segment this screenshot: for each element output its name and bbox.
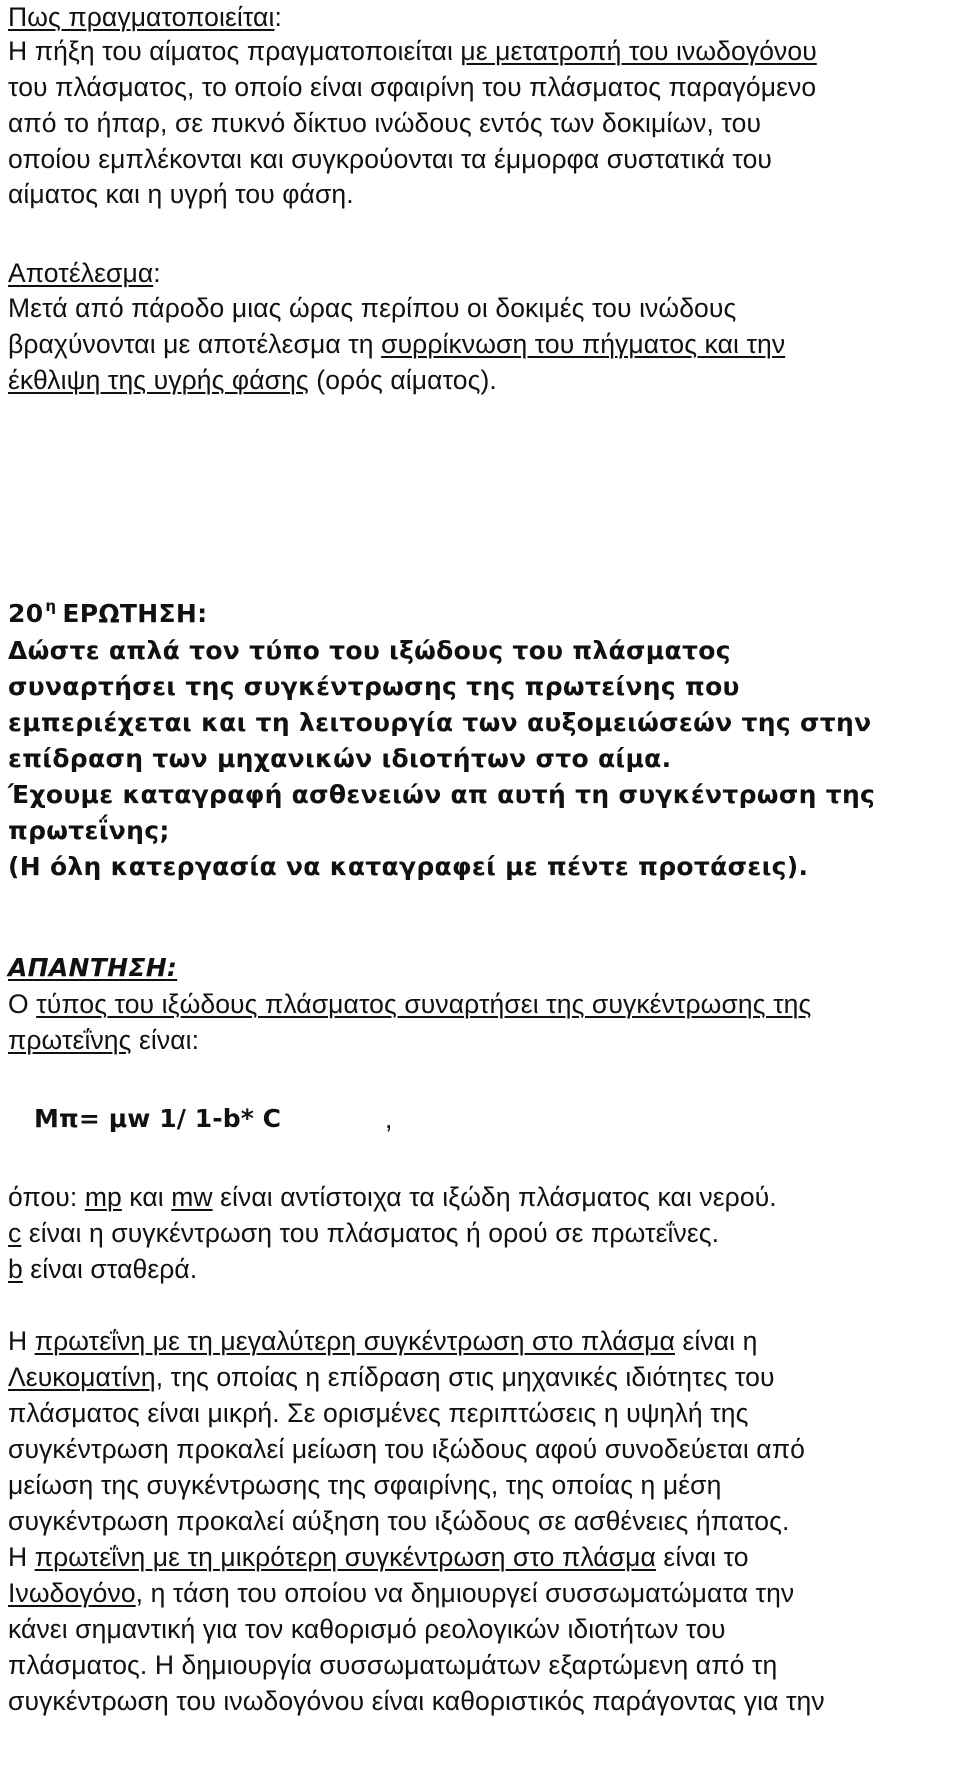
- answer-line: μείωση της συγκέντρωσης της σφαιρίνης, της οποίας η μέση: [8, 1470, 722, 1500]
- where-line: όπου: mp και mw είναι αντίστοιχα τα ιξώδη πλάσματος και νερού.: [8, 1182, 777, 1212]
- paragraph-line: του πλάσματος, το οποίο είναι σφαιρίνη του πλάσματος παραγόμενο: [8, 72, 817, 102]
- section-heading-how: Πως πραγματοποιείται:: [8, 2, 282, 32]
- paragraph-line: έκθλιψη της υγρής φάσης (ορός αίματος).: [8, 365, 497, 395]
- variable-mw: mw: [171, 1182, 213, 1212]
- question-line: εμπεριέχεται και τη λειτουργία των αυξομειώσεών της στην: [8, 708, 872, 737]
- answer-line: πλάσματος είναι μικρή. Σε ορισμένες περιπτώσεις η υψηλή της: [8, 1398, 749, 1428]
- question-heading: [8, 597, 207, 634]
- underlined-phrase: πρωτεΐνης: [8, 1025, 132, 1055]
- underlined-phrase: πρωτεΐνη με τη μεγαλύτερη συγκέντρωση στο πλάσμα: [34, 1326, 675, 1356]
- answer-line: Ινωδογόνο, η τάση του οποίου να δημιουργεί συσσωματώματα την: [8, 1578, 795, 1608]
- formula-comma: ,: [385, 1104, 393, 1134]
- variable-b: b: [8, 1254, 23, 1284]
- answer-line: Η πρωτεΐνη με τη μικρότερη συγκέντρωση στο πλάσμα είναι το: [8, 1542, 749, 1572]
- answer-line: Λευκοματίνη, της οποίας η επίδραση στις μηχανικές ιδιότητες του: [8, 1362, 775, 1392]
- answer-line: Ο τύπος του ιξώδους πλάσματος συναρτήσει της συγκέντρωσης της: [8, 989, 812, 1019]
- answer-line: πλάσματος. Η δημιουργία συσσωματωμάτων εξαρτώμενη από τη: [8, 1650, 778, 1680]
- paragraph-line: βραχύνονται με αποτέλεσμα τη συρρίκνωση του πήγματος και την: [8, 329, 786, 359]
- ordinal-superscript: η: [45, 597, 57, 615]
- section-heading-result: Αποτέλεσμα:: [8, 258, 161, 288]
- question-line: επίδραση των μηχανικών ιδιοτήτων στο αίμα.: [8, 744, 672, 773]
- heading-text: Πως πραγματοποιείται: [8, 2, 275, 32]
- paragraph-line: Μετά από πάροδο μιας ώρας περίπου οι δοκιμές του ινώδους: [8, 293, 737, 323]
- viscosity-formula: Μπ= μw 1/ 1-b* C: [34, 1104, 282, 1133]
- answer-heading: ΑΠΑΝΤΗΣΗ:: [8, 953, 178, 982]
- question-line: Δώστε απλά τον τύπο του ιξώδους του πλάσματος: [8, 636, 731, 665]
- answer-line: συγκέντρωση προκαλεί αύξηση του ιξώδους σε ασθένειες ήπατος.: [8, 1506, 790, 1536]
- answer-line: Η πρωτεΐνη με τη μεγαλύτερη συγκέντρωση στο πλάσμα είναι η: [8, 1326, 758, 1356]
- heading-text: Αποτέλεσμα: [8, 258, 154, 288]
- paragraph-line: Η πήξη του αίματος πραγματοποιείται με μετατροπή του ινωδογόνου: [8, 36, 817, 66]
- answer-line: συγκέντρωση του ινωδογόνου είναι καθοριστικός παράγοντας για την: [8, 1686, 825, 1716]
- answer-line: συγκέντρωση προκαλεί μείωση του ιξώδους αφού συνοδεύεται από: [8, 1434, 805, 1464]
- variable-c: c: [8, 1218, 22, 1248]
- paragraph-line: οποίου εμπλέκονται και συγκρούονται τα έμμορφα συστατικά του: [8, 144, 773, 174]
- underlined-phrase: έκθλιψη της υγρής φάσης: [8, 365, 309, 395]
- question-line: Έχουμε καταγραφή ασθενειών απ αυτή τη συγκέντρωση της: [8, 780, 876, 809]
- underlined-phrase: συρρίκνωση του πήγματος και την: [381, 329, 786, 359]
- question-number: 20: [8, 599, 44, 628]
- answer-line: κάνει σημαντική για τον καθορισμό ρεολογικών ιδιοτήτων του: [8, 1614, 726, 1644]
- paragraph-line: αίματος και η υγρή του φάση.: [8, 179, 354, 209]
- question-label: ΕΡΩΤΗΣΗ:: [62, 599, 208, 628]
- underlined-phrase: Λευκοματίνη: [8, 1362, 156, 1392]
- where-line: c είναι η συγκέντρωση του πλάσματος ή ορού σε πρωτεΐνες.: [8, 1218, 720, 1248]
- question-line: συναρτήσει της συγκέντρωσης της πρωτείνης που: [8, 672, 740, 701]
- question-line: (Η όλη κατεργασία να καταγραφεί με πέντε προτάσεις).: [8, 852, 809, 881]
- variable-mp: mp: [84, 1182, 122, 1212]
- underlined-phrase: με μετατροπή του ινωδογόνου: [460, 36, 817, 66]
- underlined-phrase: τύπος του ιξώδους πλάσματος συναρτήσει της συγκέντρωσης της: [36, 989, 812, 1019]
- underlined-phrase: Ινωδογόνο: [8, 1578, 136, 1608]
- question-line: πρωτεΐνης;: [8, 816, 170, 845]
- paragraph-line: από το ήπαρ, σε πυκνό δίκτυο ινώδους εντός των δοκιμίων, του: [8, 108, 762, 138]
- answer-line: πρωτεΐνης είναι:: [8, 1025, 200, 1055]
- where-line: b είναι σταθερά.: [8, 1254, 198, 1284]
- underlined-phrase: πρωτεΐνη με τη μικρότερη συγκέντρωση στο πλάσμα: [34, 1542, 656, 1572]
